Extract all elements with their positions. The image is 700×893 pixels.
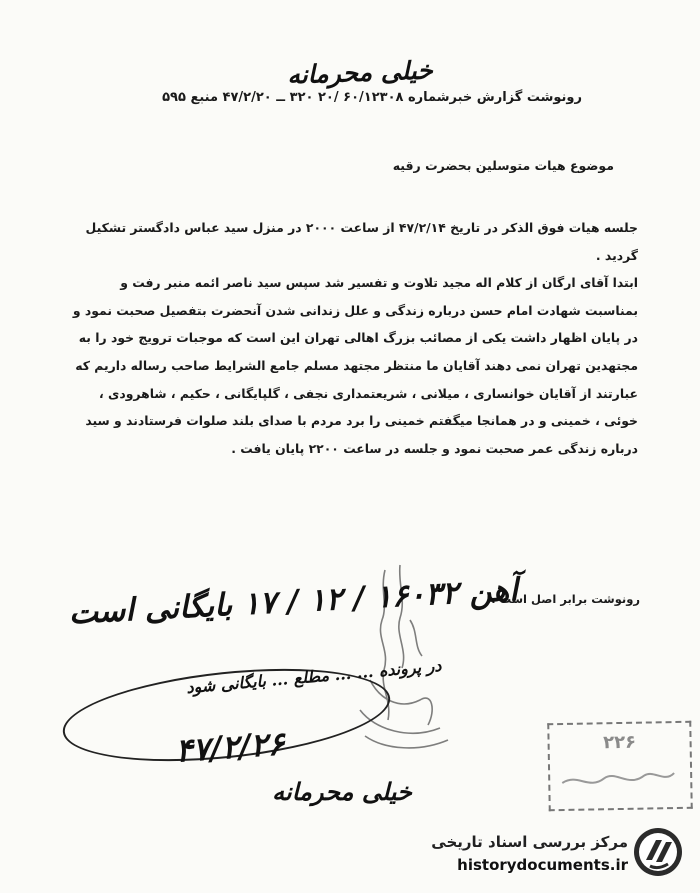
archive-stamp-number: ۲۲۶ xyxy=(602,731,637,754)
subject-line: موضوع هیات متوسلین بحضرت رقیه xyxy=(392,158,614,173)
handwritten-archive-note: آهن ۱۶۰۳۲ / ۱۲ / ۱۷ بایگانی است xyxy=(67,571,519,632)
archive-stamp-scrawl xyxy=(558,763,679,795)
classification-heading-bottom: خیلی محرمانه xyxy=(272,777,412,806)
report-body xyxy=(68,214,638,462)
report-paragraph-1: جلسه هیات فوق الذکر در تاریخ ۴۷/۲/۱۴ از ساعت ۲۰۰۰ در منزل سید عباس دادگستر تشکیل گردید . xyxy=(85,220,638,263)
handwritten-date: ۴۷/۲/۲۶ xyxy=(174,724,286,770)
report-paragraph-2: ابتدا آقای ارگان از کلام اله مجید تلاوت و تفسیر شد سپس سید ناصر ائمه منبر رفت و بمناسبت شهادت امام حسن درباره زندگی و علل زندانی شدن آنحضرت بتفصیل صحبت نمود و در پایان اظهار داشت یکی از مصائب بزرگ اهالی تهران این است که موجبات ترویج خود را به مجتهدین تهران نمی دهند آقایان ما منتظر مجتهد مسلم جامع الشرایط صاحب رساله داریم که عبارتند از آقایان خوانساری ، میلانی ، شریعتمداری نجفی ، گلپایگانی ، حکیم ، شاهرودی ، خوئی ، خمینی و در همانجا میگفتم خمینی را برد مردم با صدای بلند صلوات فرستادند و سید درباره زندگی عمر صحبت نمود و جلسه در ساعت ۲۲۰۰ پایان یافت . xyxy=(72,275,638,456)
watermark-url: historydocuments.ir xyxy=(457,856,628,874)
watermark-logo-icon xyxy=(632,826,684,878)
watermark-title: مرکز بررسی اسناد تاریخی xyxy=(431,833,628,851)
classification-heading-top: خیلی محرمانه xyxy=(286,55,434,90)
archive-stamp xyxy=(547,721,693,811)
copy-certification-note: رونوشت برابر اصل است . xyxy=(491,592,640,606)
filing-instruction-note: در پرونده ... ... مطلع ... بایگانی شود xyxy=(185,655,443,698)
copy-reference-line: رونوشت گزارش خبرشماره ۶۰/۱۲۳۰۸ /۲۰ ۳۲۰ ــ ۴۷/۲/۲۰ منبع ۵۹۵ xyxy=(162,90,582,105)
